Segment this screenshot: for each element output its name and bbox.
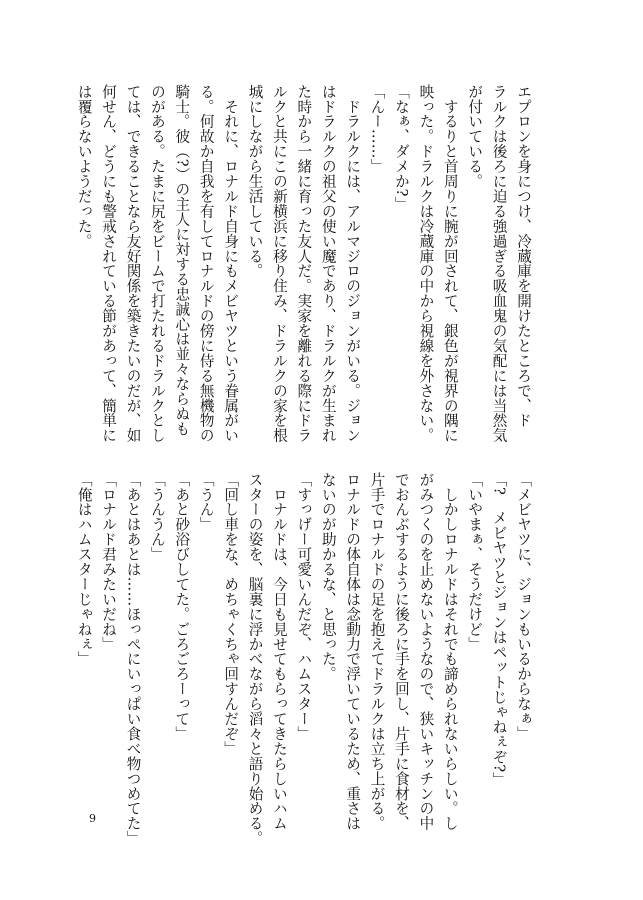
text-line: る。何故か自我を有してロナルドの傍に侍る無機物の <box>197 84 215 443</box>
text-line: ては、できることなら友好関係を築きたいのだが、如 <box>124 84 142 443</box>
text-line: 「うん」 <box>197 472 215 532</box>
text-line: エプロンを身につけ、冷蔵庫を開けたところで、ド <box>515 84 532 428</box>
text-line: 「うんうん」 <box>148 472 166 562</box>
text-line: するりと首周りに腕が回されて、銀色が視界の隅に <box>441 84 459 443</box>
text-line: 「? メビヤツとジョンはペットじゃねぇぞ?」 <box>490 472 508 788</box>
text-line: ラルクは後ろに迫る強過ぎる吸血鬼の気配には当然気 <box>490 84 508 443</box>
text-line: でおんぶするように後ろに手を回し、片手に食材を、 <box>392 472 410 831</box>
lower-text-block <box>75 472 535 846</box>
text-line: 城にしながら生活している。 <box>246 84 264 279</box>
page-number: 9 <box>89 812 96 825</box>
text-line: 「あとはあとは……ほっぺにいっぱい食べ物つめてた」 <box>124 472 142 846</box>
text-line: 「あと砂浴びしてた。ごろごろーって」 <box>173 472 191 742</box>
text-line: ルクと共にこの新横浜に移り住み、ドラルクの家を根 <box>270 84 288 443</box>
text-line: ドラルクには、アルマジロのジョンがいる。ジョン <box>344 84 362 443</box>
text-line: のがある。たまに尻をビームで打たれるドラルクとし <box>148 84 166 443</box>
text-line: 「すっげー可愛いんだぞ、ハムスター」 <box>295 472 313 742</box>
text-line: た時から一緒に育った友人だ。実家を離れる際にドラ <box>295 84 313 443</box>
text-line: スターの姿を、脳裏に浮かべながら滔々と語り始める。 <box>246 472 264 846</box>
text-line: ないのが助かるな、と思った。 <box>319 472 337 682</box>
text-line: が付いている。 <box>466 84 484 189</box>
text-line: ロナルドは、今日も見せてもらってきたらしいハム <box>270 472 288 831</box>
text-line: 騎士。彼（?）の主人に対する忠誠心は並々ならぬも <box>173 84 191 437</box>
text-line: 映った。ドラルクは冷蔵庫の中から視線を外さない。 <box>417 84 435 443</box>
text-line: ロナルドの体自体は念動力で浮いているため、重さは <box>344 472 362 831</box>
text-line: 「なぁ、ダメか?」 <box>392 84 410 212</box>
text-line: 「俺はハムスターじゃねぇ」 <box>75 472 93 667</box>
text-line: 「メビヤツに、ジョンもいるからなぁ」 <box>515 472 532 742</box>
text-line: は覆らないようだった。 <box>75 84 93 249</box>
text-line: 「ロナルド君みたいだね」 <box>100 472 118 652</box>
text-line: それに、ロナルド自身にもメビヤツという眷属がい <box>222 84 240 443</box>
text-line: はドラルクの祖父の使い魔であり、ドラルクが生まれ <box>319 84 337 443</box>
text-line: 「回し車をな、めちゃくちゃ回すんだぞ」 <box>222 472 240 757</box>
text-line: 片手でロナルドの足を抱えてドラルクは立ち上がる。 <box>368 472 386 831</box>
text-line: 「んー……」 <box>368 84 386 174</box>
upper-text-block <box>75 84 535 443</box>
text-line: しかしロナルドはそれでも諦められないらしい。し <box>441 472 459 831</box>
text-line: がみつくのを止めないようなので、狭いキッチンの中 <box>417 472 435 831</box>
text-line: 何せん、どうにも警戒されている節があって、簡単に <box>100 84 118 443</box>
text-line: 「いやまぁ、そうだけど」 <box>466 472 484 652</box>
